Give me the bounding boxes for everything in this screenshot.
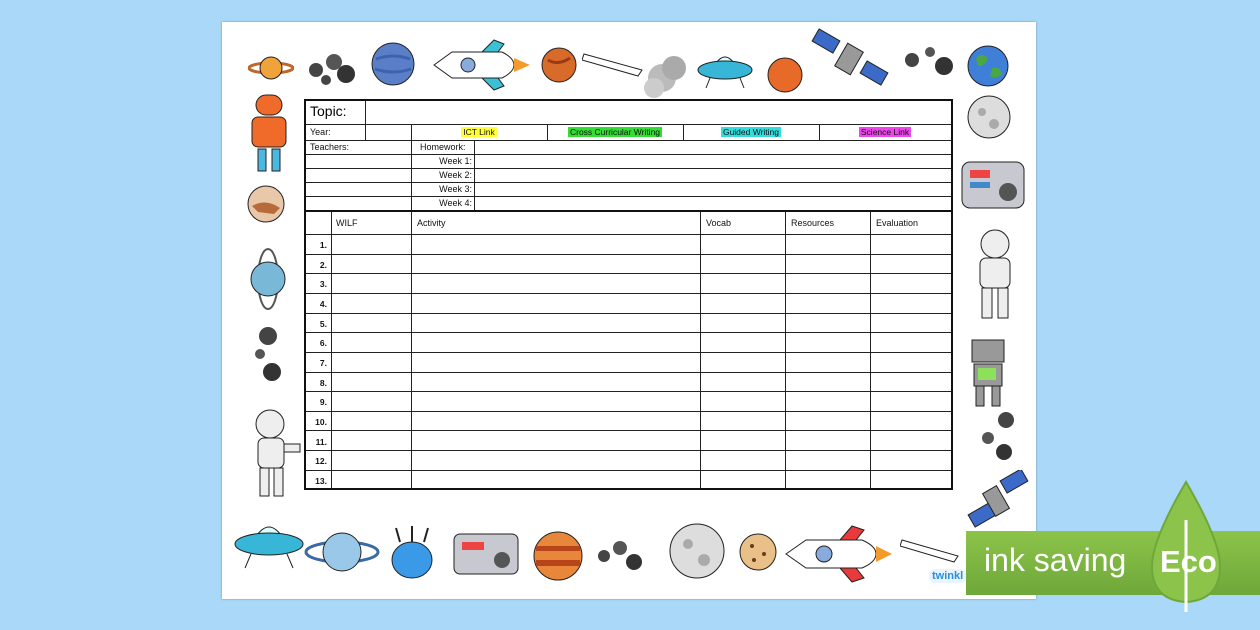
week-1-label: Week 1: (439, 156, 472, 166)
asteroid-icon (592, 538, 652, 574)
table-row (306, 314, 951, 334)
ink-saving-label: ink saving (984, 542, 1127, 578)
table-row (306, 373, 951, 393)
topic-row (306, 101, 951, 125)
teachers-label: Teachers: (310, 142, 350, 152)
ufo-icon (233, 512, 305, 572)
alien-robot-icon (244, 93, 294, 175)
row-number: 3. (319, 279, 327, 290)
row-number: 10. (315, 416, 327, 427)
control-panel-icon (960, 156, 1026, 214)
control-panel-icon (452, 530, 520, 578)
table-row (306, 432, 951, 452)
year-label: Year: (310, 127, 331, 137)
row-number: 9. (319, 397, 327, 408)
rocket-icon (432, 38, 532, 92)
satellite-icon (966, 470, 1032, 530)
ict-link-label: ICT Link (463, 127, 495, 137)
asteroid-icon (250, 322, 290, 386)
astronaut-icon (968, 228, 1022, 322)
table-row (306, 333, 951, 353)
planner-table (304, 99, 953, 490)
table-row (306, 294, 951, 314)
moon-icon (668, 522, 726, 580)
row-number: 4. (319, 298, 327, 309)
orange-planet-icon (766, 56, 804, 94)
cross-curricular-writing-label: Cross Curricular Writing (569, 127, 661, 137)
table-row (306, 274, 951, 294)
ufo-icon (696, 44, 754, 92)
week-row (306, 155, 951, 169)
neptune-planet-icon (370, 41, 416, 87)
row-number: 2. (319, 259, 327, 270)
shuttle-icon (900, 534, 964, 564)
table-row (306, 471, 951, 490)
week-row (306, 169, 951, 183)
table-row (306, 235, 951, 255)
row-number: 11. (315, 436, 327, 447)
row-number: 12. (315, 456, 327, 467)
ringed-planet-icon (304, 528, 380, 576)
activity-grid (306, 212, 951, 488)
mercury-planet-icon (246, 184, 286, 224)
column-header-row (306, 212, 951, 235)
column-header-resources: Resources (791, 218, 835, 228)
science-link-label: Science Link (860, 127, 910, 137)
row-number: 13. (315, 475, 327, 486)
row-number: 8. (319, 377, 327, 388)
asteroid-icon (302, 50, 360, 86)
column-header-vocab: Vocab (706, 218, 732, 228)
shuttle-launch-icon (582, 40, 690, 100)
astronaut-icon (250, 408, 302, 500)
mars-planet-icon (540, 46, 578, 84)
rocket-icon (784, 524, 894, 584)
homework-row (306, 141, 951, 155)
week-2-label: Week 2: (439, 170, 472, 180)
homework-label: Homework: (420, 142, 466, 152)
table-row (306, 255, 951, 275)
moon-icon (966, 94, 1012, 140)
jupiter-planet-icon (532, 530, 584, 582)
row-number: 7. (319, 357, 327, 368)
row-number: 5. (319, 318, 327, 329)
week-3-label: Week 3: (439, 184, 472, 194)
satellite-icon (810, 26, 890, 90)
cookie-planet-icon (738, 532, 778, 572)
column-header-wilf: WILF (336, 218, 358, 228)
asteroid-icon (976, 408, 1022, 464)
guided-writing-label: Guided Writing (722, 127, 780, 137)
week-row (306, 183, 951, 197)
ringed-planet-icon (248, 53, 294, 83)
table-row (306, 392, 951, 412)
uranus-planet-icon (248, 246, 288, 312)
earth-icon (966, 44, 1010, 88)
table-row (306, 451, 951, 471)
week-row (306, 197, 951, 212)
column-header-activity: Activity (417, 218, 446, 228)
row-number: 6. (319, 338, 327, 349)
year-row (306, 125, 951, 141)
robot-icon (966, 334, 1012, 410)
topic-label: Topic: (310, 103, 347, 119)
twinkl-logo: twinkl (929, 569, 966, 583)
column-header-evaluation: Evaluation (876, 218, 919, 228)
alien-icon (390, 524, 434, 580)
asteroid-icon (900, 44, 960, 80)
week-4-label: Week 4: (439, 198, 472, 208)
table-row (306, 353, 951, 373)
row-number: 1. (319, 240, 327, 250)
table-row (306, 412, 951, 432)
eco-label: Eco (1160, 544, 1217, 579)
